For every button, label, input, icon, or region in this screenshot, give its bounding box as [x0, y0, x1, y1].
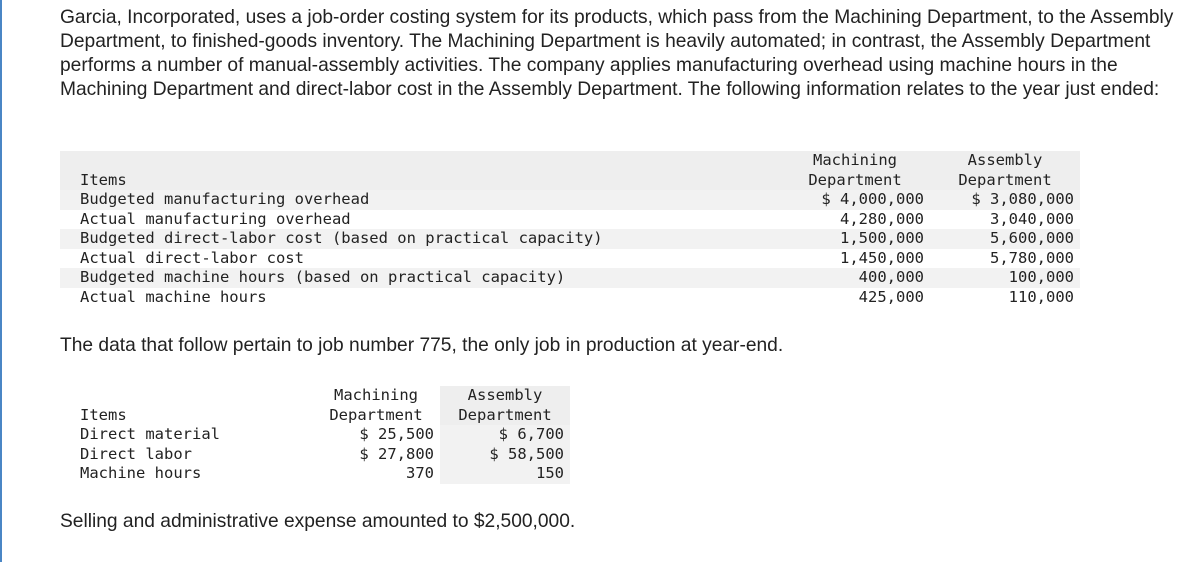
overhead-table [60, 151, 1080, 307]
table-row [60, 190, 1080, 210]
assembly-value: 3,040,000 [930, 210, 1080, 230]
assembly-value: 5,780,000 [930, 249, 1080, 269]
machining-value: 4,280,000 [780, 210, 930, 230]
table-row [60, 445, 570, 465]
table-row [60, 229, 1080, 249]
machining-value: 425,000 [780, 288, 930, 308]
row-label: Budgeted direct-labor cost (based on practical capacity) [60, 229, 780, 249]
row-label: Machine hours [60, 464, 312, 484]
row-label: Budgeted machine hours (based on practical capacity) [60, 268, 780, 288]
machining-value: 400,000 [780, 268, 930, 288]
row-label: Direct material [60, 425, 312, 445]
items-header: Items [80, 170, 127, 189]
selling-expense-sentence: Selling and administrative expense amounted to $2,500,000. [60, 511, 576, 532]
assembly-header: Assembly Department [958, 151, 1052, 189]
row-label: Actual machine hours [60, 288, 780, 308]
table-row [60, 210, 1080, 230]
machining-value: 370 [312, 464, 440, 484]
machining-header: Machining Department [808, 151, 902, 189]
job-data-sentence: The data that follow pertain to job number 775, the only job in production at year-end. [60, 335, 784, 356]
machining-value: 1,450,000 [780, 249, 930, 269]
row-label: Actual manufacturing overhead [60, 210, 780, 230]
table-row [60, 249, 1080, 269]
items-header: Items [60, 386, 312, 425]
table-row [60, 425, 570, 445]
assembly-value: 100,000 [930, 268, 1080, 288]
assembly-value: 5,600,000 [930, 229, 1080, 249]
assembly-value: 110,000 [930, 288, 1080, 308]
row-label: Budgeted manufacturing overhead [60, 190, 780, 210]
row-label: Direct labor [60, 445, 312, 465]
assembly-value: $ 3,080,000 [930, 190, 1080, 210]
machining-value: $ 27,800 [312, 445, 440, 465]
job-775-table [60, 386, 570, 484]
machining-value: $ 4,000,000 [780, 190, 930, 210]
machining-value: 1,500,000 [780, 229, 930, 249]
assembly-value: 150 [440, 464, 570, 484]
problem-intro: Garcia, Incorporated, uses a job-order costing system for its products, which pass from the Machining Department, to the Assembly Department, to finished-goods inventory. The Machining Department is heavily automated; in contrast, the Assembly Department performs a number of manual-assembly activities. The company applies manufacturing overhead using machine hours in the Machining Department and direct-labor cost in the Assembly Department. The following information relates to the year just ended: [60, 7, 1174, 100]
table-row [60, 288, 1080, 308]
machining-value: $ 25,500 [312, 425, 440, 445]
assembly-value: $ 6,700 [440, 425, 570, 445]
row-label: Actual direct-labor cost [60, 249, 780, 269]
table-row [60, 268, 1080, 288]
assembly-header: Assembly Department [458, 386, 552, 424]
assembly-value: $ 58,500 [440, 445, 570, 465]
table-header-row [60, 151, 1080, 190]
table-header-row [60, 386, 570, 425]
machining-header: Machining Department [312, 386, 440, 425]
table-row [60, 464, 570, 484]
